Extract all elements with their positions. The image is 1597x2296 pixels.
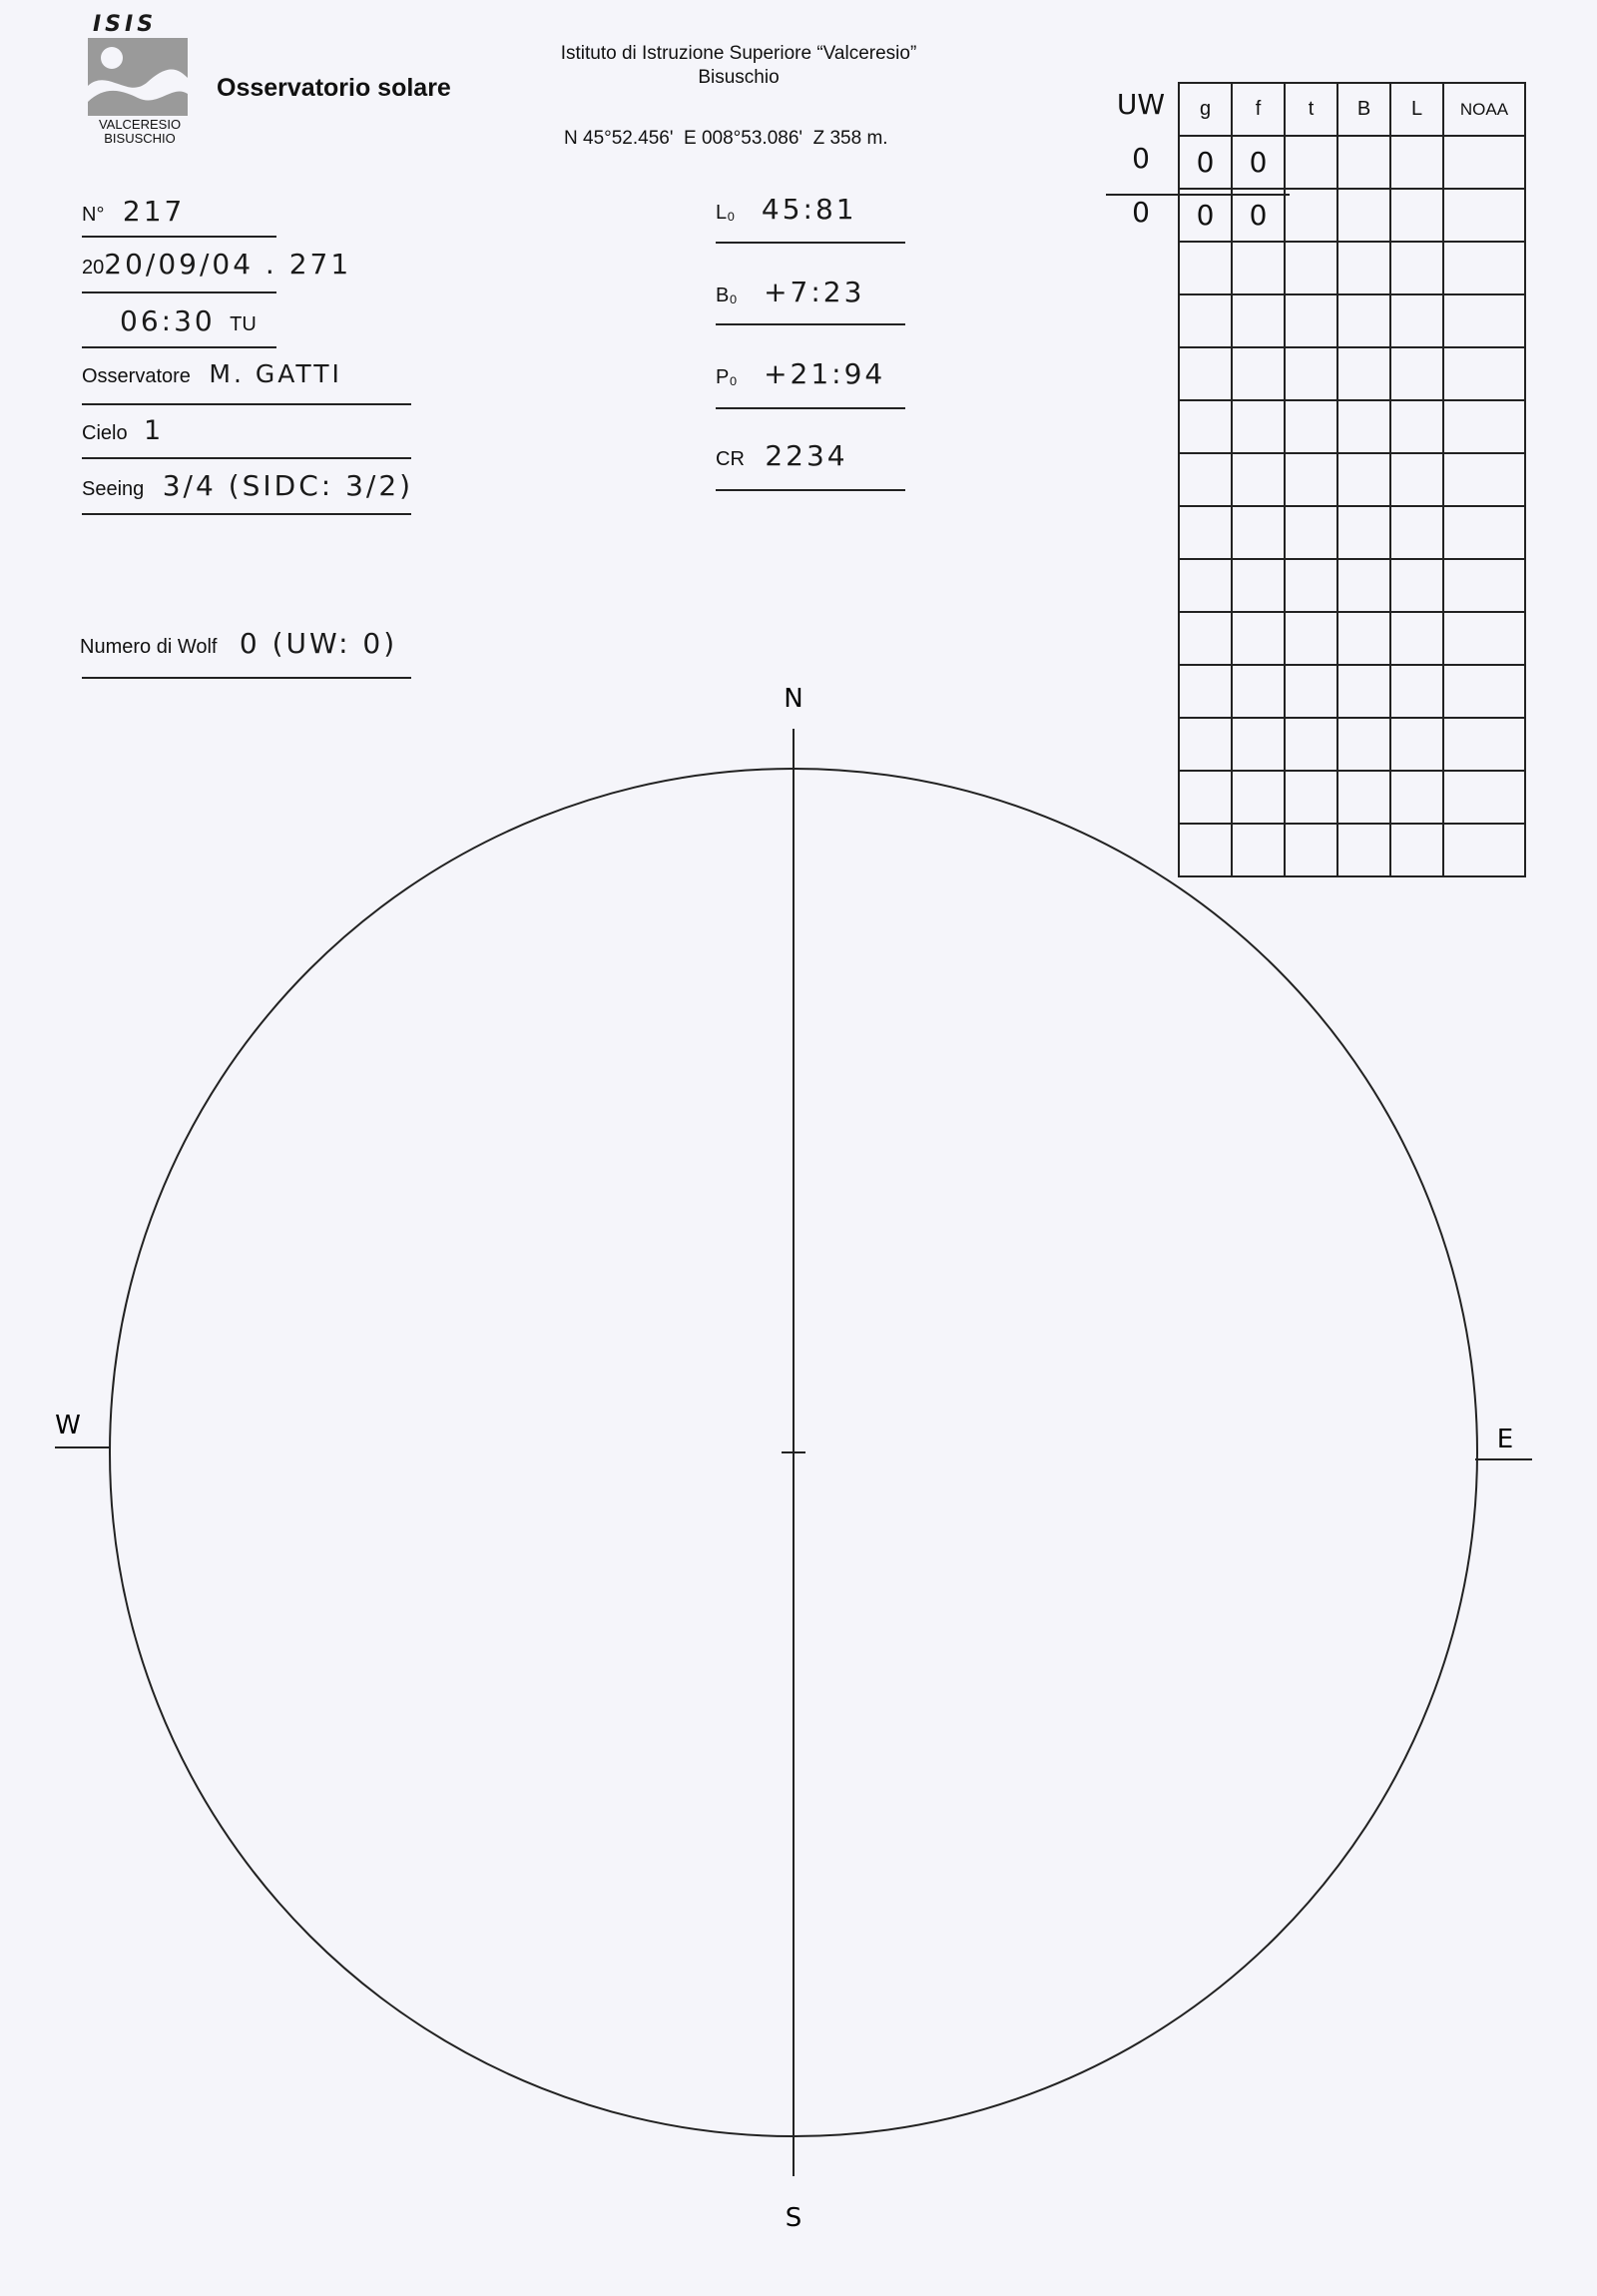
logo-caption-line-2: BISUSCHIO bbox=[104, 131, 176, 146]
cell-g[interactable]: 0 bbox=[1179, 189, 1232, 242]
page-title: Osservatorio solare bbox=[217, 74, 451, 102]
number-value: 217 bbox=[122, 195, 186, 228]
wolf-value: 0 (UW: 0) bbox=[239, 627, 398, 660]
column-header-L: L bbox=[1390, 83, 1443, 136]
cr-label: CR bbox=[716, 448, 745, 470]
b0-value: +7:23 bbox=[764, 276, 865, 308]
institute-town: Bisuschio bbox=[698, 67, 780, 88]
east-label: E bbox=[1496, 1425, 1514, 1454]
column-header-g: g bbox=[1179, 83, 1232, 136]
cell-g[interactable]: 0 bbox=[1179, 136, 1232, 189]
seeing-label: Seeing bbox=[82, 478, 145, 500]
cr-value: 2234 bbox=[765, 439, 848, 472]
column-header-f: f bbox=[1232, 83, 1285, 136]
date-value: 20/09/04 . 271 bbox=[104, 248, 352, 281]
column-header-B: B bbox=[1337, 83, 1390, 136]
sky-value: 1 bbox=[144, 415, 165, 446]
south-label: S bbox=[785, 2203, 802, 2233]
p0-value: +21:94 bbox=[764, 357, 886, 390]
time-suffix: TU bbox=[230, 313, 257, 335]
uw-header: UW bbox=[1116, 88, 1166, 121]
logo-caption-line-1: VALCERESIO bbox=[98, 117, 182, 132]
north-label: N bbox=[784, 684, 803, 714]
number-label: N° bbox=[82, 204, 105, 226]
seeing-value: 3/4 (SIDC: 3/2) bbox=[162, 469, 414, 502]
observer-value: M. GATTI bbox=[209, 359, 342, 388]
l0-value: 45:81 bbox=[761, 193, 857, 226]
cell-f[interactable]: 0 bbox=[1232, 189, 1285, 242]
column-header-t: t bbox=[1285, 83, 1337, 136]
west-label: W bbox=[55, 1411, 81, 1440]
sky-label: Cielo bbox=[82, 422, 128, 444]
p0-label: P₀ bbox=[716, 366, 738, 388]
logo-text: ISIS bbox=[93, 12, 158, 37]
b0-label: B₀ bbox=[716, 285, 738, 306]
wolf-label: Numero di Wolf bbox=[80, 636, 218, 658]
l0-label: L₀ bbox=[716, 202, 736, 224]
uw-row-2: 0 bbox=[1132, 196, 1150, 229]
time-value: 06:30 bbox=[120, 304, 216, 337]
uw-row-1: 0 bbox=[1132, 142, 1150, 175]
column-header-noaa: NOAA bbox=[1443, 83, 1525, 136]
observer-label: Osservatore bbox=[82, 365, 191, 387]
date-prefix: 20 bbox=[82, 257, 105, 279]
observatory-coords: N 45°52.456' E 008°53.086' Z 358 m. bbox=[564, 128, 888, 149]
cell-f[interactable]: 0 bbox=[1232, 136, 1285, 189]
institute-name: Istituto di Istruzione Superiore “Valceresio” bbox=[560, 43, 917, 64]
